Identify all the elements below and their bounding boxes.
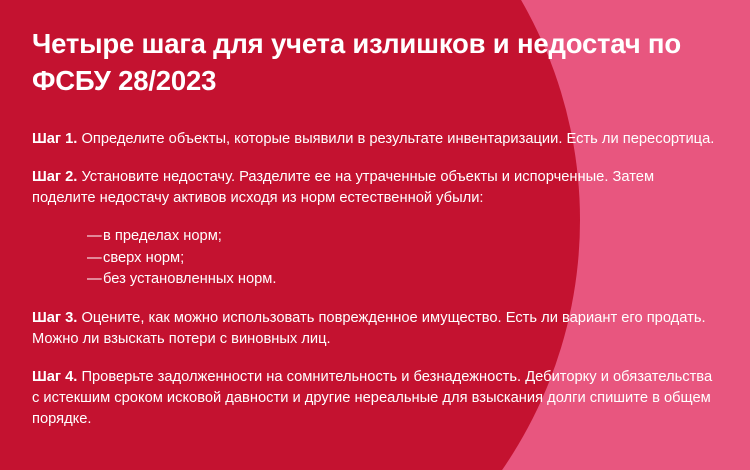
step-4-text: Проверьте задолженности на сомнительность и безнадежность. Дебиторку и обязательства с истекшим сроком исковой давности и другие нереальные для взыскания долги спишите в общем порядке. [32,368,713,427]
step-3-text: Оцените, как можно использовать поврежденное имущество. Есть ли вариант его продать. Можно ли взыскать потери с виновных лиц. [32,310,706,347]
list-item [87,226,720,248]
list-item [87,248,720,270]
norms-bullet-list [32,226,720,291]
step-3-paragraph [32,308,720,350]
dash-icon: — [87,249,102,266]
step-2-label: Шаг 2. [32,169,78,185]
bullet-3-text: без установленных норм. [103,271,277,288]
step-3-label: Шаг 3. [32,310,78,326]
step-4-label: Шаг 4. [32,368,78,385]
step-2-text: Установите недостачу. Разделите ее на утраченные объекты и испорченные. Затем поделите недостачу активов исходя из норм естественной убыли: [32,169,655,206]
dash-icon: — [87,227,102,244]
page-title: Четыре шага для учета излишков и недостач по ФСБУ 28/2023 [32,28,681,96]
bullet-2-text: сверх норм; [103,249,185,266]
dash-icon: — [87,271,102,288]
bullet-1-text: в пределах норм; [103,227,222,244]
step-4-paragraph [32,367,720,430]
list-item [87,269,720,291]
step-1-paragraph [32,129,720,150]
step-2-paragraph [32,167,720,209]
step-1-label: Шаг 1. [32,131,78,148]
step-1-text: Определите объекты, которые выявили в результате инвентаризации. Есть ли пересортица. [77,131,715,148]
